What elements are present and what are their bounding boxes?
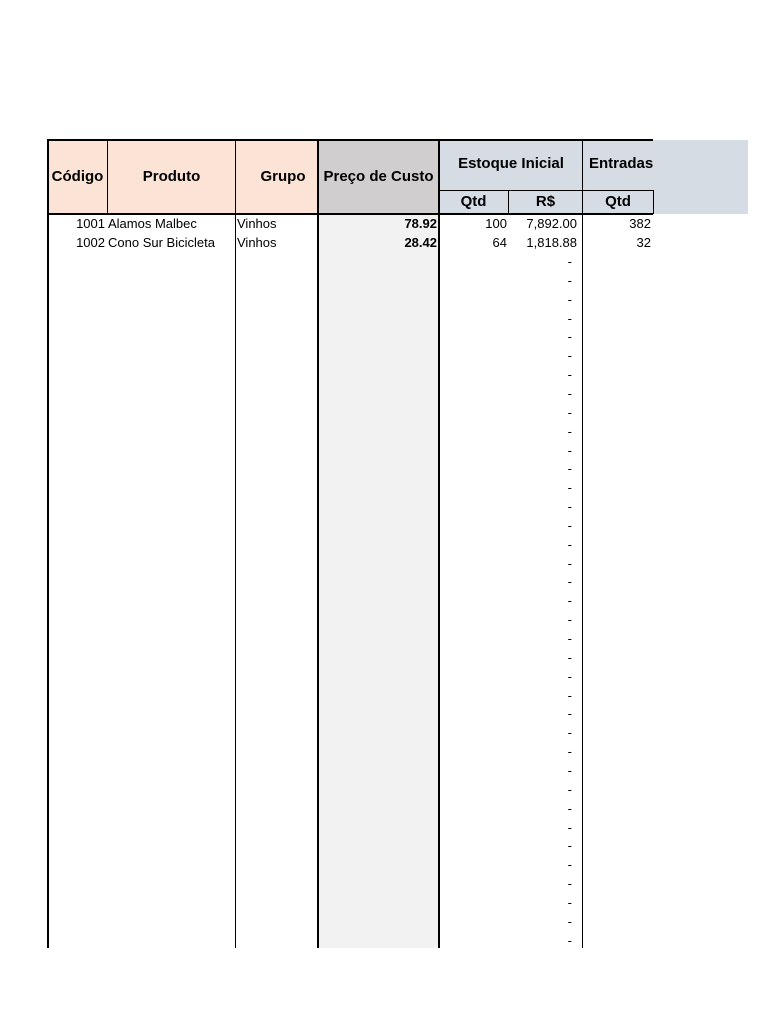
empty-row-rs-cell[interactable]: - bbox=[567, 612, 572, 628]
cell-preco[interactable]: 28.42 bbox=[404, 235, 437, 250]
empty-row-rs-cell[interactable]: - bbox=[567, 706, 572, 722]
empty-row-rs-cell[interactable]: - bbox=[567, 631, 572, 646]
cell-rs[interactable]: 7,892.00 bbox=[526, 216, 577, 231]
empty-row-rs-cell[interactable]: - bbox=[567, 423, 572, 439]
cell-grupo[interactable]: Vinhos bbox=[237, 216, 277, 231]
empty-row-rs-cell[interactable]: - bbox=[567, 762, 572, 778]
empty-row-rs-cell[interactable]: - bbox=[567, 819, 572, 835]
empty-row-rs-cell[interactable]: - bbox=[567, 781, 572, 797]
empty-row-rs-cell[interactable]: - bbox=[567, 894, 572, 910]
empty-row-rs-cell[interactable]: - bbox=[567, 536, 572, 552]
table-top-border bbox=[47, 139, 653, 141]
empty-row-rs-cell[interactable]: - bbox=[567, 404, 572, 420]
empty-row-rs-cell[interactable]: - bbox=[567, 838, 572, 854]
left-border bbox=[47, 139, 49, 948]
empty-row-rs-cell[interactable]: - bbox=[567, 499, 572, 515]
empty-row-rs-cell[interactable]: - bbox=[567, 461, 572, 477]
empty-row-rs-cell[interactable]: - bbox=[567, 555, 572, 571]
cell-produto[interactable]: Alamos Malbec bbox=[108, 216, 197, 231]
empty-row-rs-cell[interactable]: - bbox=[567, 687, 572, 703]
empty-row-rs-cell[interactable]: - bbox=[567, 876, 572, 892]
cell-entradas-qtd[interactable]: 32 bbox=[636, 235, 651, 250]
empty-row-rs-cell[interactable]: - bbox=[567, 857, 572, 873]
cell-preco[interactable]: 78.92 bbox=[404, 216, 437, 231]
empty-row-rs-cell[interactable]: - bbox=[567, 367, 572, 383]
header-entradas-qtd[interactable] bbox=[583, 190, 653, 213]
header-codigo[interactable] bbox=[48, 140, 107, 213]
empty-row-rs-cell[interactable]: - bbox=[567, 348, 572, 364]
empty-row-rs-cell[interactable]: - bbox=[567, 649, 572, 665]
header-entradas-label: Entradas bbox=[589, 155, 654, 172]
subheader-border bbox=[439, 190, 653, 191]
empty-row-rs-cell[interactable]: - bbox=[567, 254, 572, 269]
header-estoque-rs[interactable] bbox=[508, 190, 583, 213]
preco-column-fill bbox=[318, 214, 439, 948]
header-entradas-qtd-label: Qtd bbox=[605, 193, 631, 210]
col-border-4 bbox=[438, 140, 440, 948]
empty-row-rs-cell[interactable]: - bbox=[567, 744, 572, 760]
cell-grupo[interactable]: Vinhos bbox=[237, 235, 277, 250]
empty-row-rs-cell[interactable]: - bbox=[567, 932, 572, 948]
cell-entradas-qtd[interactable]: 382 bbox=[629, 216, 651, 231]
empty-row-rs-cell[interactable]: - bbox=[567, 668, 572, 684]
header-produto-label: Produto bbox=[142, 168, 201, 185]
empty-row-rs-cell[interactable]: - bbox=[567, 385, 572, 401]
header-qtd-label: Qtd bbox=[460, 193, 487, 210]
col-border-6 bbox=[582, 140, 583, 948]
header-codigo-label: Código bbox=[51, 168, 104, 185]
empty-row-rs-cell[interactable]: - bbox=[567, 574, 572, 590]
empty-row-rs-cell[interactable]: - bbox=[567, 517, 572, 533]
header-rs-label: R$ bbox=[535, 193, 556, 210]
header-grupo[interactable] bbox=[236, 140, 318, 213]
header-preco-custo[interactable] bbox=[318, 140, 439, 213]
header-estoque-inicial[interactable] bbox=[439, 140, 583, 190]
cell-qtd[interactable]: 64 bbox=[492, 235, 507, 250]
header-grupo-label: Grupo bbox=[260, 168, 306, 185]
empty-row-rs-cell[interactable]: - bbox=[567, 725, 572, 741]
cell-rs[interactable]: 1,818.88 bbox=[526, 235, 577, 250]
col-border-2 bbox=[235, 140, 236, 948]
empty-row-rs-cell[interactable]: - bbox=[567, 291, 572, 307]
empty-row-rs-cell[interactable]: - bbox=[567, 800, 572, 816]
col-border-1 bbox=[107, 140, 108, 214]
empty-row-rs-cell[interactable]: - bbox=[567, 913, 572, 929]
cell-codigo[interactable]: 1002 bbox=[76, 235, 105, 250]
empty-row-rs-cell[interactable]: - bbox=[567, 329, 572, 345]
col-border-5 bbox=[508, 190, 509, 214]
cell-codigo[interactable]: 1001 bbox=[76, 216, 105, 231]
cell-produto[interactable]: Cono Sur Bicicleta bbox=[108, 235, 215, 250]
header-preco-label: Preço de Custo bbox=[323, 168, 434, 185]
header-produto[interactable] bbox=[107, 140, 236, 213]
empty-row-rs-cell[interactable]: - bbox=[567, 593, 572, 609]
cell-qtd[interactable]: 100 bbox=[485, 216, 507, 231]
empty-row-rs-cell[interactable]: - bbox=[567, 310, 572, 326]
header-estoque-label: Estoque Inicial bbox=[458, 155, 564, 172]
empty-row-rs-cell[interactable]: - bbox=[567, 272, 572, 288]
header-estoque-qtd[interactable] bbox=[439, 190, 508, 213]
col-border-7 bbox=[653, 190, 654, 214]
col-border-3 bbox=[317, 140, 319, 948]
empty-row-rs-cell[interactable]: - bbox=[567, 442, 572, 458]
empty-row-rs-cell[interactable]: - bbox=[567, 480, 572, 496]
